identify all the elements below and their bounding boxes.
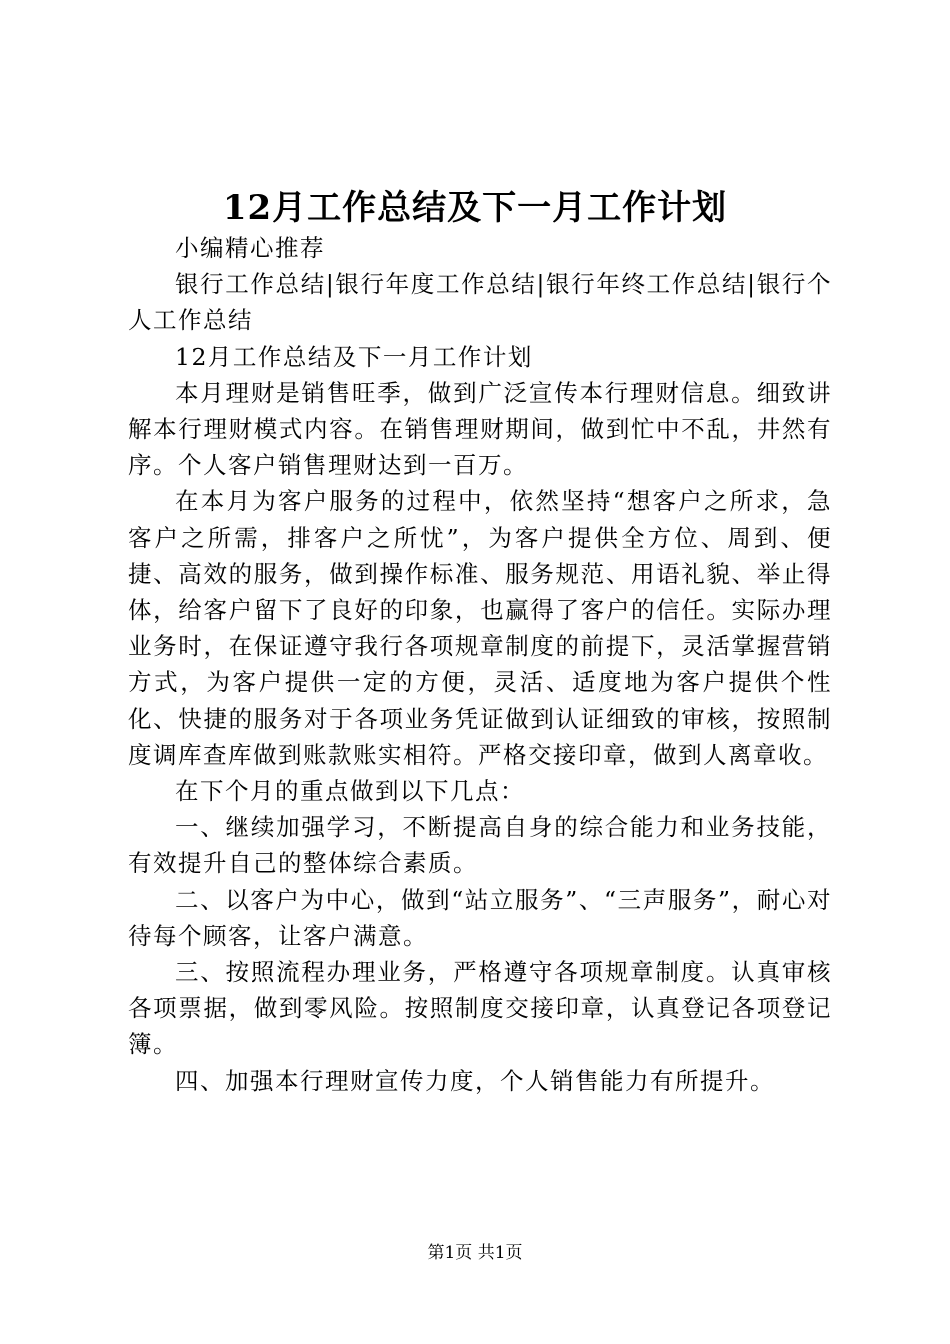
- paragraph-point-3: 三、按照流程办理业务，严格遵守各项规章制度。认真审核各项票据，做到零风险。按照制度交接印章，认真登记各项登记簿。: [128, 958, 832, 1059]
- paragraph-point-1: 一、继续加强学习，不断提高自身的综合能力和业务技能，有效提升自己的整体综合素质。: [128, 813, 832, 878]
- page-footer: 第1页 共1页: [427, 1243, 523, 1263]
- document-title: 12月工作总结及下一月工作计划: [222, 188, 728, 228]
- paragraph-recommendation: 小编精心推荐: [175, 234, 325, 262]
- paragraph-point-4: 四、加强本行理财宣传力度，个人销售能力有所提升。: [175, 1066, 775, 1095]
- document-body: [128, 230, 832, 1099]
- paragraph-customer-service: 在本月为客户服务的过程中，依然坚持“想客户之所求，急客户之所需，排客户之所忧”，为客户提供全方位、周到、便捷、高效的服务，做到操作标准、服务规范、用语礼貌、举止得体，给客户留下了良好的印象，也赢得了客户的信任。实际办理业务时，在保证遵守我行各项规章制度的前提下，灵活掌握营销方式，为客户提供一定的方便，灵活、适度地为客户提供个性化、快捷的服务对于各项业务凭证做到认证细致的审核，按照制度调库查库做到账款账实相符。严格交接印章，做到人离章收。: [128, 487, 832, 769]
- paragraph-monthly-sales: 本月理财是销售旺季，做到广泛宣传本行理财信息。细致讲解本行理财模式内容。在销售理财期间，做到忙中不乱，井然有序。个人客户销售理财达到一百万。: [128, 378, 832, 480]
- paragraph-point-2: 二、以客户为中心，做到“站立服务”、“三声服务”，耐心对待每个顾客，让客户满意。: [128, 885, 832, 950]
- paragraph-subtitle: 12月工作总结及下一月工作计划: [175, 342, 533, 371]
- paragraph-related-links: 银行工作总结|银行年度工作总结|银行年终工作总结|银行个人工作总结: [128, 270, 832, 335]
- paragraph-next-month-intro: 在下个月的重点做到以下几点：: [175, 777, 525, 806]
